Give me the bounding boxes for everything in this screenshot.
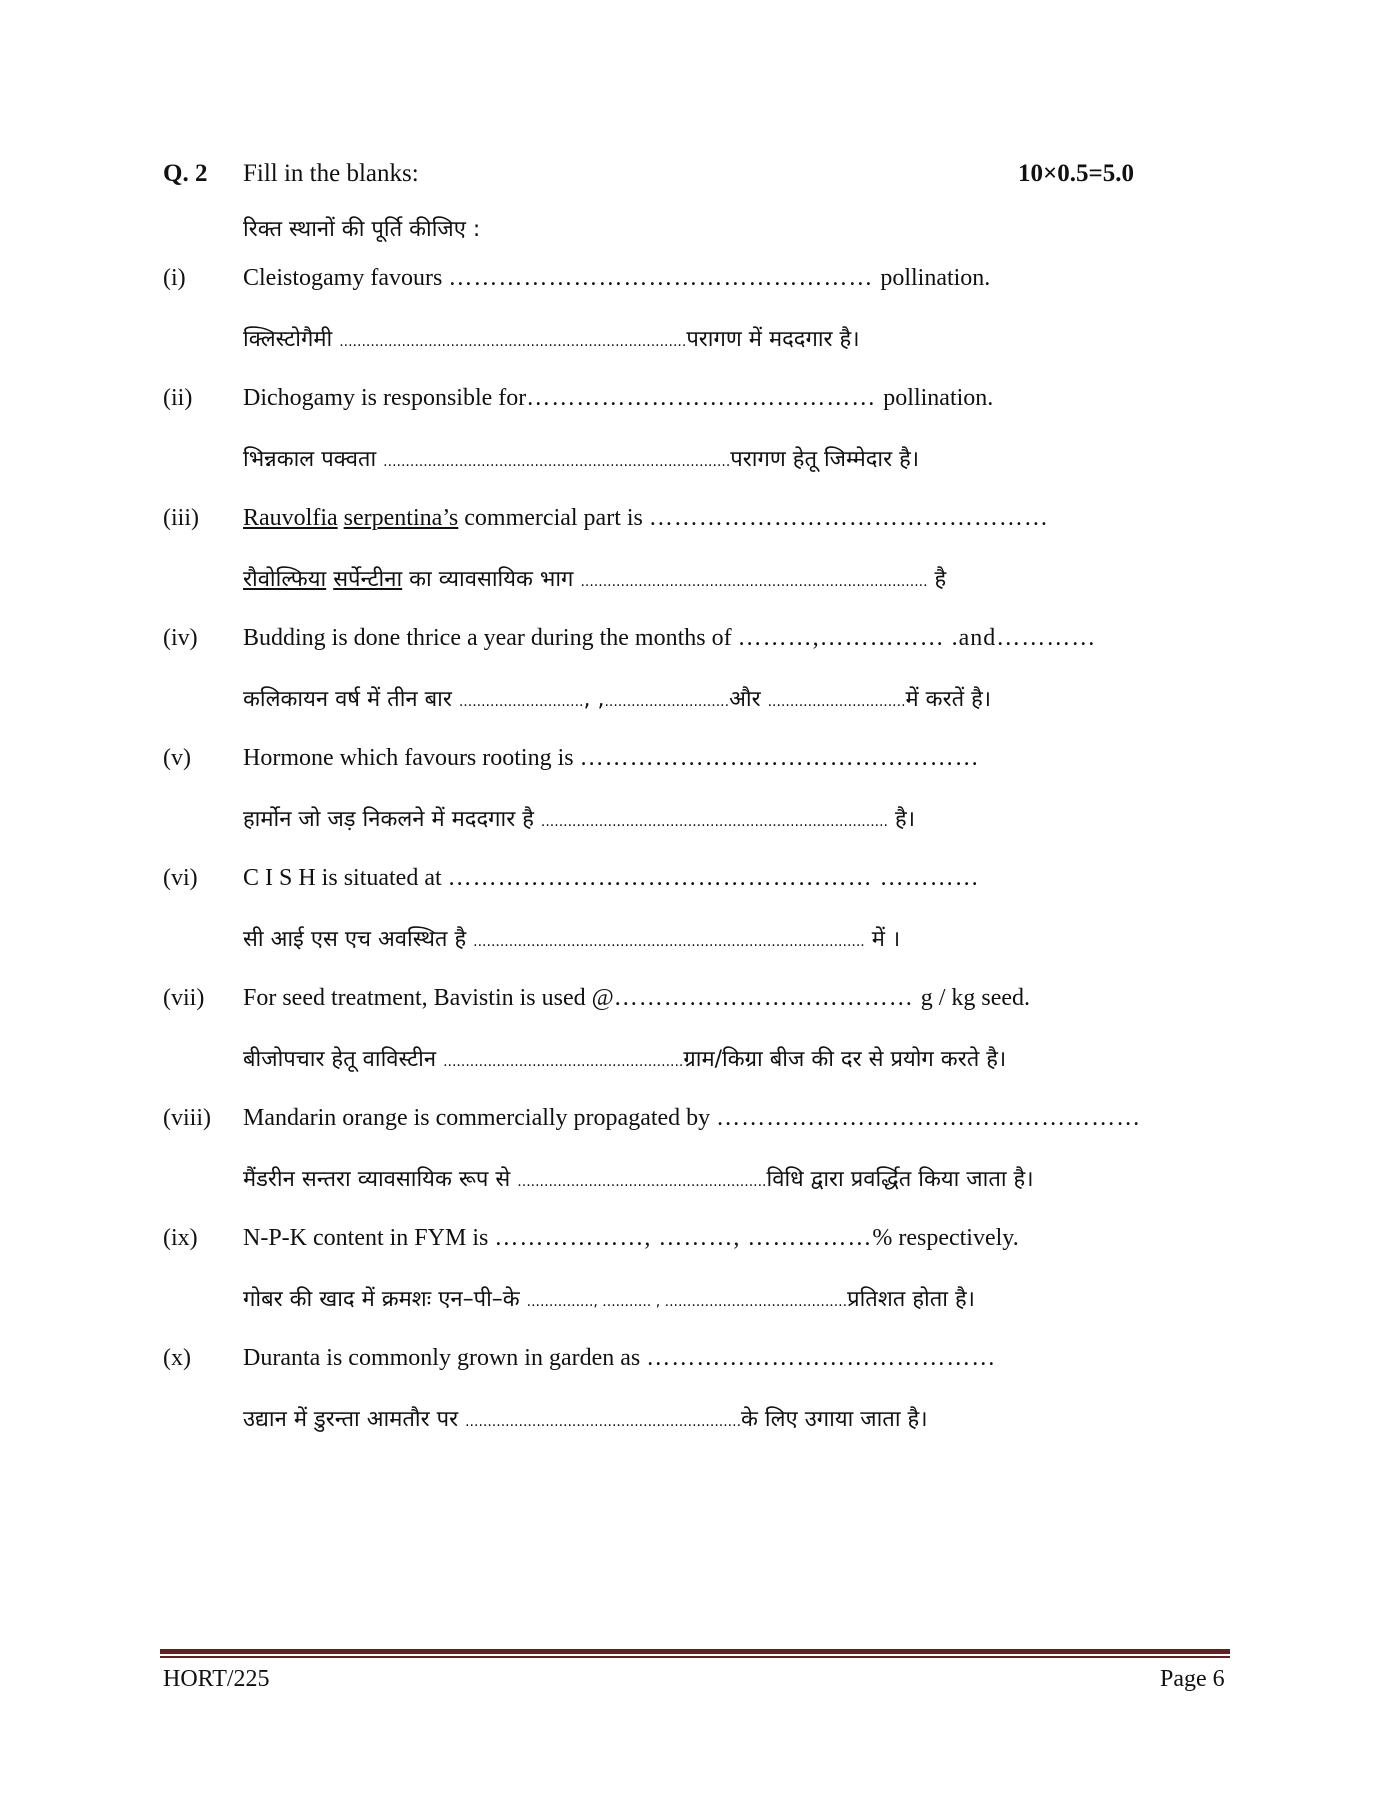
item-english <box>243 1225 1019 1252</box>
question-title: Fill in the blanks: <box>243 160 419 187</box>
blank: ………………………………………… <box>648 505 1049 531</box>
text: परागण हेतू जिम्मेदार है। <box>730 447 920 472</box>
text: pollination. <box>883 385 994 411</box>
item-hindi <box>243 563 946 593</box>
text: में करतें है। <box>905 687 992 712</box>
text: कलिकायन वर्ष में तीन बार <box>243 687 459 712</box>
text: गोबर की खाद में क्रमशः एन–पी–के <box>243 1287 527 1312</box>
item-number: (x) <box>163 1345 191 1371</box>
text: Hormone which favours rooting is <box>243 745 580 771</box>
item-number: (iii) <box>163 505 199 531</box>
item-hindi <box>243 923 900 953</box>
underlined-term: सर्पेन्टीना <box>333 567 403 592</box>
text: के लिए उगाया जाता है। <box>741 1407 928 1432</box>
item-english <box>243 625 1096 652</box>
text: N-P-K content in FYM is <box>243 1225 495 1251</box>
blank: ........................................................................................ <box>473 934 865 950</box>
text: ग्राम/किग्रा बीज की दर से प्रयोग करते है। <box>683 1047 1007 1072</box>
blank: .............................................................................. <box>540 814 889 830</box>
footer-rule <box>160 1649 1230 1654</box>
item-hindi <box>243 1403 928 1433</box>
text: परागण में मददगार है। <box>686 327 860 352</box>
item-english <box>243 385 993 412</box>
text: बीजोपचार हेतू वाविस्टीन <box>243 1047 444 1072</box>
text: प्रतिशत होता है। <box>847 1287 975 1312</box>
item-english <box>243 265 990 292</box>
text: g / kg seed. <box>920 985 1031 1011</box>
text: और <box>729 687 768 712</box>
question-marks: 10×0.5=5.0 <box>1018 160 1134 187</box>
blank: ............................ <box>604 694 730 710</box>
item-english <box>243 505 1049 532</box>
blank: …………………………………………… <box>448 265 881 291</box>
blank: ............................ <box>458 694 584 710</box>
item-hindi <box>243 1283 975 1313</box>
text: हार्मोन जो जड़ निकलने में मददगार है <box>243 807 541 832</box>
blank: ........................................................ <box>517 1174 767 1190</box>
text: pollination. <box>880 265 991 291</box>
blank: …………………………………… <box>646 1345 997 1371</box>
text: है। <box>888 807 916 832</box>
text: For seed treatment, Bavistin is used @ <box>243 985 614 1011</box>
blank: ........... , <box>597 1294 661 1310</box>
item-english <box>243 985 1030 1012</box>
text: है <box>927 567 947 592</box>
underlined-term: serpentina’s <box>343 505 459 531</box>
item-hindi <box>243 323 860 353</box>
text: उद्यान में डुरन्ता आमतौर पर <box>243 1407 466 1432</box>
text: सी आई एस एच अवस्थित है <box>243 927 474 952</box>
blank: .............................................................................. <box>339 334 687 350</box>
item-hindi <box>243 803 915 833</box>
item-number: (viii) <box>163 1105 211 1131</box>
text: मैंडरीन सन्तरा व्यावसायिक रूप से <box>243 1167 518 1192</box>
blank: ………,…………… .and………… <box>737 625 1097 651</box>
blank: .............................................................. <box>465 1414 742 1430</box>
question-number: Q. 2 <box>163 160 208 187</box>
text: Budding is done thrice a year during the months of <box>243 625 738 651</box>
blank: ………………………………………… <box>579 745 980 771</box>
blank: ............................... <box>767 694 906 710</box>
item-hindi <box>243 443 919 473</box>
item-hindi <box>243 1163 1034 1193</box>
blank: .............................................................................. <box>580 574 928 590</box>
text: Dichogamy is responsible for <box>243 385 527 411</box>
text: का व्यावसायिक भाग <box>402 567 581 592</box>
text: C I S H is situated at <box>243 865 448 891</box>
item-english <box>243 1345 996 1372</box>
item-hindi <box>243 1043 1006 1073</box>
item-number: (vii) <box>163 985 205 1011</box>
blank: ......................................... <box>660 1294 848 1310</box>
item-number: (iv) <box>163 625 198 651</box>
text: commercial part is <box>458 505 649 531</box>
blank: ……………………………… <box>613 985 921 1011</box>
paper-code: HORT/225 <box>163 1666 270 1692</box>
item-number: (ii) <box>163 385 193 411</box>
blank: ..............., <box>526 1294 598 1310</box>
text: Duranta is commonly grown in garden as <box>243 1345 647 1371</box>
page-number: Page 6 <box>1160 1666 1225 1692</box>
item-hindi <box>243 683 991 713</box>
text: क्लिस्टोगैमी <box>243 327 340 352</box>
item-english <box>243 1105 1141 1132</box>
underlined-term: Rauvolfia <box>243 505 338 531</box>
blank: .............................................................................. <box>383 454 731 470</box>
text: विधि द्वारा प्रवर्द्धित किया जाता है। <box>766 1167 1034 1192</box>
blank: …………………………………… <box>526 385 884 411</box>
text: Cleistogamy favours <box>243 265 449 291</box>
underlined-term: रौवोल्फिया <box>243 567 327 592</box>
text: भिन्नकाल पक्वता <box>243 447 384 472</box>
item-english <box>243 745 980 772</box>
blank: ………………, ………, …………… <box>494 1225 873 1251</box>
text: में । <box>864 927 901 952</box>
blank: ...................................................... <box>443 1054 684 1070</box>
question-title-hindi: रिक्त स्थानों की पूर्ति कीजिए : <box>243 217 481 242</box>
text: , , <box>583 687 605 712</box>
text: Mandarin orange is commercially propagated by <box>243 1105 717 1131</box>
item-number: (vi) <box>163 865 198 891</box>
item-english <box>243 865 980 892</box>
blank: …………………………………………… <box>716 1105 1142 1131</box>
item-number: (i) <box>163 265 186 291</box>
item-number: (ix) <box>163 1225 198 1251</box>
footer-rule-thin <box>160 1656 1230 1658</box>
blank: …………………………………………… ………… <box>447 865 980 891</box>
item-number: (v) <box>163 745 191 771</box>
text: % respectively. <box>872 1225 1019 1251</box>
